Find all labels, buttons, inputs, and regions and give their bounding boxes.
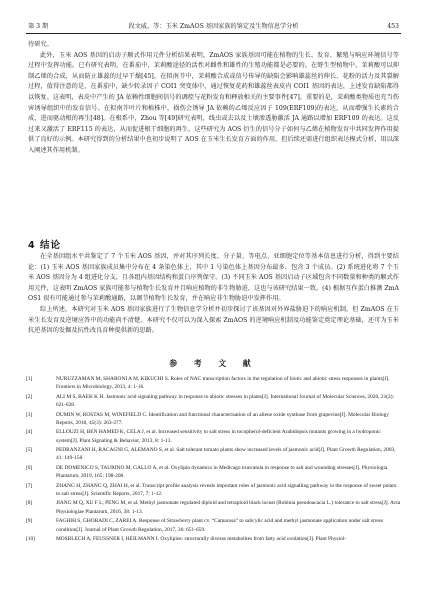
reference-text: MOSBLECH A, FEUSSNER I, HEILMANN I. Oxylipins: structurally diverse metabolites from fatty acid oxidation[J]. Plant Physiol- <box>56 536 347 543</box>
reference-number: [5] <box>26 447 33 454</box>
discussion-body <box>28 40 399 157</box>
reference-number: [8] <box>26 500 33 507</box>
reference-number: [9] <box>26 518 33 525</box>
reference-text: FAGHIH S, GHOBADI C, ZAREI A. Response of Strawberry plant cv. “Camarosa” to salicylic acid and methyl jasmonate application under salt stress condition[J]. Journal of Plant Growth Regulation, 2017, 36: 651-659. <box>56 518 383 533</box>
reference-text: ELLOUZI H, BEN HAMED K, CELA J, et al. Increased sensitivity to salt stress in tocopherol-deficient Arabidopsis mutants growing in a hydroponic system[J]. Plant Signaling & Behavior, 2013, 8: 1-13. <box>56 429 381 444</box>
running-header <box>26 21 401 33</box>
reference-item <box>26 535 401 543</box>
reference-item <box>26 464 401 481</box>
section-heading <box>28 237 61 251</box>
paragraph: 在全基因组水平共鉴定了 7 个玉米 AOS 基因，并对其序列长度、分子量、等电点、亚细胞定位等基本信息进行分析，得到主要结论：(1) 玉米 AOS 基因家族成员集中分布在 4 条染色体上，其中 1 号染色体上基因分布最多，包含 3 个成员。(2) 系统进化将 7 个玉米 AOS 基因分为 4 组进化分支，且各组内基因结构和蛋白序列保守。(3) 不同玉米 AOS 基因启动子区域包含不同数量和种类的顺式作用元件，这表明 ZmAOS 家族可能参与植物生长发育并且响应植物的非生物胁迫，这也与该研究结果一致。(4) 根据互作蛋白推测 ZmAOS1 很有可能通过参与茉莉酸通路，以调节植物生长发育，并在响应非生物胁迫中发挥作用。 <box>28 253 399 303</box>
reference-item <box>26 482 401 499</box>
reference-number: [7] <box>26 482 33 489</box>
issue-number: 第 3 期 <box>28 23 49 30</box>
reference-item <box>26 499 401 516</box>
reference-number: [1] <box>26 376 33 382</box>
reference-item <box>26 393 401 410</box>
reference-item <box>26 375 401 392</box>
reference-item <box>26 428 401 445</box>
paragraph: 此外，玉米 AOS 基因的启动子顺式作用元件分析结果表明，ZmAOS 家族基因可能在植物的生长、发育、繁殖与响应环境信号等过程中发挥功能。已有研究表明，在番茄中，茉莉酸途径的活性对雌性和雄性的生殖功能都是必要的。在野生型植物中，茉莉酸可以抑制乙烯的合成，从而防止雄蕊的过早干燥[45]，在拟南芥中，茉莉酸合成或信号传导的缺陷会影响雄蕊丝的伸长、花粉的活力及其裂解过程，值得注意的是，在番茄中，缺少转录因子 COI1 突变体中，通过恢复花药和雄蕊丝表皮内 COI1 基因的表达，上述发育缺陷都得以恢复。这表明，表皮中产生的 JA 依赖性细胞间信号的调控与花粉发育和释放相关的主要事件[47]。重要的是，茉莉酸类物质也充当伤害诱导组织中的发育信号。在拟南芥叶片和植株中，损伤会诱导 JA 依赖的乙烯反应因子 109(ERF109)的表达，从而增强生长素的合成，进而驱动根的再生[48]。在根系中，Zhou 等[49]研究表明，线虫或去以及土壤渗透胁激活 JA 通路以增加 ERF109 的表达。这反过来又激活了 ERF115 的表达，从而促进根干细胞的再生，这些研究为 AOS 衍生的信号分子如何与乙烯在植物发育中共同发挥作用提供了良好的示例。本研究得到的分析结果中也初步说明了 AOS 在玉米生长发育方面的作用，但后续还需进行组织表达模式分析，用以深入阐述其作用机制。 <box>28 51 399 154</box>
reference-number: [2] <box>26 393 33 400</box>
page-number: 453 <box>387 23 399 30</box>
conclusion-body <box>28 252 399 337</box>
section-title: 结论 <box>39 240 61 251</box>
reference-item <box>26 517 401 534</box>
header-rule <box>26 33 401 34</box>
running-title: 段文威，等：玉米 ZmAOS 基因家族的鉴定及生物信息学分析 <box>128 23 299 30</box>
reference-text: DUMIN W, ROSTAS M, WINEFIELD C. Identification and functional characterisation of an allene oxide synthase from grapevine[J]. Molecular Biology Reports, 2018, 45(3): 263-277. <box>56 411 390 426</box>
reference-text: JIANG M Q, XU F L, PENG M, et al. Methyl jasmonate regulated diploid and tetraploid black locust (Robinia pseudoacacia L.) tolerance to salt stress[J]. Acta Physiologiae Plantarum, 2016, 38: 1-13. <box>56 500 401 515</box>
reference-text: ZHANG H, ZHANG Q, ZHAI H, et al. Transcript profile analysis reveals important roles of jasmonic acid signalling pathway in the response of sweet potato to salt stress[J]. Scientific Reports, 2017, 7: 1-12. <box>56 482 397 497</box>
paragraph: 待研究。 <box>28 41 53 48</box>
reference-text: PEDRANZANI H, RACAGNI G, ALEMANO S, et al. Salt tolerant tomato plants show increased levels of jasmonic acid[J]. Plant Growth Regulation, 2003, 41: 149-158. <box>56 447 396 462</box>
reference-text: ALI M S, BAEK K H. Jasmonic acid signaling pathway in response to abiotic stresses in plants[J]. International Journal of Molecular Sciences, 2020, 21(2): 621-628. <box>56 393 395 409</box>
reference-item <box>26 411 401 428</box>
paragraph: 综上所述，本研究对玉米 AOS 基因家族进行了生物信息学分析并初步探讨了该基因对外界盐胁迫下的响应机制，但 ZmAOS 在玉米生长发育及逆境应答中的功能尚不清楚。本研究不仅可以为深入探索 ZmAOS 的逆境响应机制及功能鉴定奠定理论基础，还可为玉米抗逆基因的发掘及抗性改良育种提供新的思路。 <box>28 305 399 335</box>
reference-number: [3] <box>26 411 33 418</box>
reference-number: [10] <box>26 536 35 543</box>
reference-item <box>26 446 401 463</box>
references-heading: 参 考 文 献 <box>169 359 258 368</box>
reference-number: [4] <box>26 429 33 436</box>
reference-number: [6] <box>26 464 33 471</box>
section-number: 4 <box>28 240 36 251</box>
reference-text: DE DOMENICO S, TAURINO M, GALLO A, et al. Oxylipin dynamics in Medicago truncatula in response to salt and wounding stresses[J]. Physiologia Plantarum, 2019, 165: 198-208. <box>56 464 388 480</box>
reference-text: NURUZZAMAN M, SHARONI A M, KIKUCHI S. Roles of NAC transcription factors in the regulation of biotic and abiotic stress responses in plants[J]. Frontiers in Microbiology, 2013, 4: 1-16. <box>56 376 390 391</box>
reference-list <box>26 375 401 545</box>
